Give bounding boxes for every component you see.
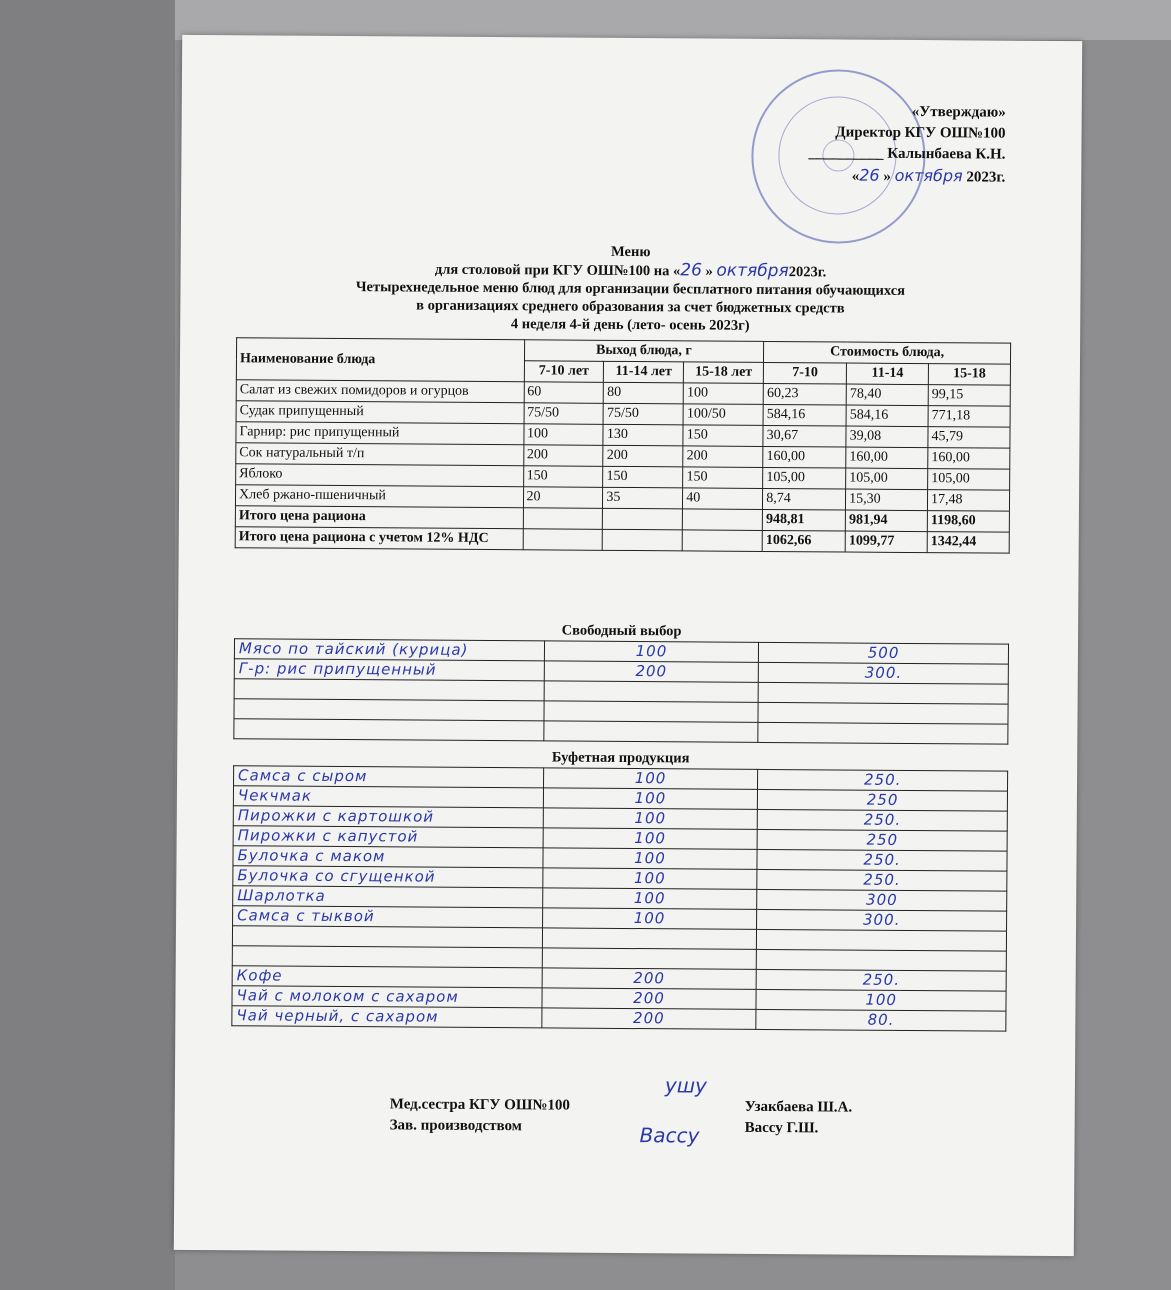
cost-7-10: 8,74 [763,488,846,510]
buffet-item-name: Чекчмак [233,786,543,808]
chef-signature: Вассу [639,1123,700,1148]
buffet-item-name: Пирожки с картошкой [233,806,543,828]
buffet-item-price [757,929,1007,951]
output-15-18: 150 [683,425,763,447]
total-11-14: 981,94 [845,510,927,532]
cost-15-18: 99,15 [928,385,1010,407]
age-cost-1: 7-10 [764,362,847,384]
dish-name: Судак припущенный [236,401,524,424]
total-15-18: 1198,60 [927,511,1009,533]
cost-7-10: 160,00 [763,446,846,468]
total-label: Итого цена рациона [235,506,523,529]
cost-7-10: 105,00 [763,467,846,489]
cost-15-18: 45,79 [928,427,1010,449]
total-7-10: 948,81 [763,509,846,531]
free-item-qty: 200 [544,661,759,682]
cost-11-14: 584,16 [846,405,928,427]
free-item-price: 500 [759,642,1009,664]
buffet-item-qty [542,928,757,949]
approval-signer: __________ Калынбаева К.Н. [808,145,1006,163]
age-cost-3: 15-18 [928,364,1010,386]
buffet-item-qty: 100 [543,848,758,869]
buffet-table [231,765,1008,1031]
buffet-item-price: 80. [756,1009,1006,1031]
cost-7-10: 60,23 [763,383,846,405]
output-7-10: 100 [523,424,603,446]
free-item-qty: 100 [544,641,759,662]
buffet-item-price: 250. [757,849,1007,871]
buffet-item-name: Чай с молоком с сахаром [232,986,542,1008]
signature-labels [390,1094,570,1137]
signature-names [745,1097,853,1140]
buffet-item-price: 100 [756,989,1006,1011]
menu-month: октября [716,260,789,282]
buffet-item-qty: 100 [542,908,757,929]
output-7-10: 60 [524,382,604,404]
dish-name: Хлеб ржано-пшеничный [235,485,523,508]
cost-7-10: 30,67 [763,425,846,447]
buffet-item-qty: 100 [543,808,758,829]
output-11-14: 200 [603,445,683,467]
menu-title: Меню [611,243,651,261]
total-vat-label: Итого цена рациона с учетом 12% НДС [235,527,523,550]
table-header-row [236,338,1010,364]
buffet-item-name [232,946,542,968]
buffet-item-qty: 100 [543,788,758,809]
total-vat-15-18: 1342,44 [927,532,1009,554]
output-11-14: 130 [603,424,683,446]
buffet-item-qty: 200 [542,988,757,1009]
approval-position: Директор КГУ ОШ№100 [835,124,1006,142]
buffet-item-price: 250 [758,789,1008,811]
output-11-14: 75/50 [603,403,683,425]
dish-name: Яблоко [236,464,524,487]
buffet-item-name: Пирожки с капустой [233,826,543,848]
cost-11-14: 160,00 [846,447,928,469]
table-row [234,719,1008,744]
total-vat-11-14: 1099,77 [845,531,927,553]
chef-name: Вассу Г.Ш. [744,1119,819,1137]
approval-block [808,101,1005,188]
nurse-label: Мед.сестра КГУ ОШ№100 [389,1096,570,1114]
total-vat-7-10: 1062,66 [762,530,845,552]
menu-description-1: Четырехнедельное меню блюд для организации бесплатного питания обучающихся [355,279,906,299]
free-item-name: Мясо по тайский (курица) [234,639,544,661]
buffet-item-price: 300. [757,909,1007,931]
approval-month: октября [894,165,963,186]
chef-label: Зав. производством [389,1117,522,1135]
age-cost-2: 11-14 [846,363,928,385]
cost-7-10: 584,16 [763,404,846,426]
age-output-3: 15-18 лет [684,362,764,384]
output-7-10: 20 [523,487,603,509]
output-7-10: 75/50 [524,403,604,425]
dish-name: Салат из свежих помидоров и огурцов [236,380,524,403]
desk-background-left [0,0,175,1290]
buffet-item-qty [542,948,757,969]
cost-15-18: 160,00 [928,448,1010,470]
output-11-14: 80 [604,382,684,404]
menu-subtitle: для столовой при КГУ ОШ№100 на «26 » октября2023г. [434,260,827,282]
nurse-signature: ушу [664,1073,707,1098]
buffet-item-qty: 100 [542,888,757,909]
approval-date: «26 » октября 2023г. [851,165,1006,186]
menu-header [180,240,1081,337]
buffet-title: Буфетная продукция [551,749,690,767]
output-11-14: 35 [603,487,683,509]
dish-name: Сок натуральный т/п [236,443,524,466]
buffet-item-name: Кофе [232,966,542,988]
output-15-18: 40 [683,488,763,510]
nurse-name: Узакбаева Ш.А. [744,1098,853,1116]
buffet-item-name: Самса с тыквой [233,906,543,928]
free-item-name: Г-р: рис припущенный [234,659,544,681]
cost-15-18: 771,18 [928,406,1010,428]
menu-week-day: 4 неделя 4-й день (лето- осень 2023г) [510,316,750,334]
buffet-item-name [232,926,542,948]
free-choice-title: Свободный выбор [561,622,682,640]
buffet-item-qty: 200 [542,968,757,989]
output-15-18: 150 [683,467,763,489]
buffet-item-qty: 100 [542,868,757,889]
buffet-item-price: 250. [758,809,1008,831]
buffet-item-name: Шарлотка [233,886,543,908]
output-15-18: 100/50 [683,404,763,426]
free-item-price: 300. [759,662,1009,684]
age-output-2: 11-14 лет [604,361,684,383]
output-15-18: 200 [683,446,763,468]
main-menu-table [235,337,1011,553]
age-output-1: 7-10 лет [524,361,604,383]
output-7-10: 150 [523,466,603,488]
buffet-item-name: Булочка с маком [233,846,543,868]
menu-description-2: в организациях среднего образования за счет бюджетных средств [416,297,845,317]
buffet-item-price: 250. [756,969,1006,991]
output-11-14: 150 [603,466,683,488]
buffet-item-name: Чай черный, с сахаром [232,1006,542,1028]
buffet-item-price: 250 [757,829,1007,851]
buffet-item-price: 250. [757,869,1007,891]
cost-11-14: 39,08 [846,426,928,448]
menu-document [174,35,1082,1256]
buffet-item-name: Самса с сыром [234,766,544,788]
buffet-item-qty: 200 [541,1008,756,1029]
approval-day: 26 [859,165,880,185]
buffet-item-price [757,949,1007,971]
cost-15-18: 17,48 [927,490,1009,512]
free-choice-table [233,638,1009,744]
buffet-item-price: 250. [758,769,1008,791]
cost-11-14: 78,40 [846,384,928,406]
dish-name: Гарнир: рис припущенный [236,422,524,445]
buffet-item-qty: 100 [543,768,758,789]
cost-11-14: 105,00 [846,468,928,490]
desk-background-top [0,0,1171,40]
total-vat-row [235,527,1009,553]
col-output: Выход блюда, г [524,340,764,363]
cost-11-14: 15,30 [846,489,928,511]
col-dish-name: Наименование блюда [236,338,524,382]
buffet-item-price: 300 [757,889,1007,911]
cost-15-18: 105,00 [928,469,1010,491]
menu-day: 26 [680,260,703,281]
col-cost: Стоимость блюда, [764,341,1011,364]
table-row [232,1006,1006,1031]
output-7-10: 200 [523,445,603,467]
buffet-item-qty: 100 [543,828,758,849]
output-15-18: 100 [683,383,763,405]
buffet-item-name: Булочка со сгущенкой [233,866,543,888]
approval-title: «Утверждаю» [911,103,1006,121]
